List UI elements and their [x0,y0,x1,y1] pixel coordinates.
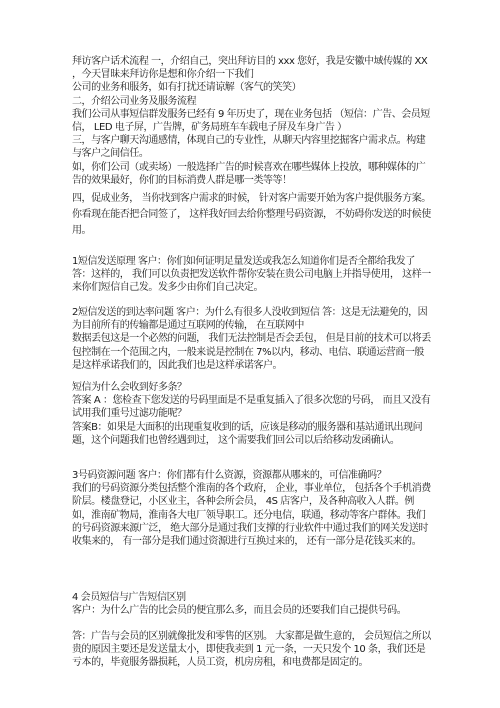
paragraph-duplicate-sms: 短信为什么会收到好多条？ 答案 A ：您检查下您发送的号码里面是不是重复插入了很多次您的号码， 而且又没有试用我们重号过滤功能呢？ 答案B：如果是大面积的出现重复收到的话，应该是移动的服务器和基站通讯出现问题，这个问题我们也曾经遇到过， 这个需要我们回公司以后给移动发函确认。 [72,382,431,446]
paragraph-answer-pricing: 答：广告与会员的区别就像批发和零售的区别。 大家都是做生意的， 会员短信之所以贵的原因主要还是发送量太小，即使我卖到 1 元一条，一天只发个 10 条，我们还是亏本的，毕竟服务器损耗，人员工资，机房房租，和电费都是固定的。 [72,631,431,669]
paragraph-intro: 拜访客户话术流程 一，介绍自己，突出拜访目的 xxx 您好，我是安徽中域传媒的 XX ，今天冒昧来拜访你是想和你介绍一下我们 公司的业务和服务，如有打扰还请谅解（客气的笑笑） 二，介绍公司业务及服务流程 我们公司从事短信群发服务已经有 9 年历史了，现在业务包括 （短信：广告、会员短信， LED 电子屏，广告牌，矿务局班车车载电子屏及车身广告 ） 三，与客户聊天沟通感情，体现自己的专业性，从聊天内容里挖掘客户需求点。构建与客户之间信任。 如，你们公司（或卖场）一般选择广告的时候喜欢在哪些媒体上投放，哪种媒体的广告的效果最好，你们的目标消费人群是哪一类等等！ [72,56,430,186]
paragraph-number-resources: 3号码资源问题 客户：你们都有什么资源，资源都从哪来的，可信准确吗？ 我们的号码资源分类包括整个淮南的各个政府， 企业，事业单位， 包括各个手机消费阶层。楼盘登记，小区业主，各种会所会员， 4S 店客户，及各种高收入人群。例如，淮南矿物局，淮南各大电厂领导职工。还分电信，联通，移动等客户群体。我们的号码资源来源广泛， 绝大部分是通过我们支撑的行业软件中通过我们的网关发送时收集来的， 有一部分是我们通过资源进行互换过来的， 还有一部分是花钱买来的。 [72,470,431,548]
paragraph-member-vs-ad: 4 会员短信与广告短信区别 客户：为什么广告的比会员的便宜那么多，而且会员的还要我们自己提供号码。 [72,592,407,617]
paragraph-delivery-rate: 2短信发送的到达率问题 客户：为什么有很多人没收到短信 答：这是无法避免的，因为目前所有的传输都是通过互联网的传输， 在互联网中 数据丢包这是一个必然的问题， 我们无法控制是否会丢包， 但是目前的技术可以将丢包控制在一个范围之内，一般来说是控制在 7%以内，移动、电信、联通运营商一般是这样承诺我们的，因此我们也是这样承诺客户。 [72,307,431,371]
paragraph-close-deal: 四，促成业务， 当你找到客户需求的时候， 针对客户需要开始为客户提供服务方案。你看现在能否把合同签了， 这样我好回去给你整理号码资源， 不妨碍你发送的时候使用。 [72,193,431,236]
paragraph-sms-principle: 1短信发送原理 客户：你们如何证明足量发送或我怎么知道你们是否全都给我发了答：这样的， 我们可以负责把发送软件帮你安装在贵公司电脑上并指导使用， 这样一来你们短信自己发。发多少由你们自己决定。 [72,256,431,294]
